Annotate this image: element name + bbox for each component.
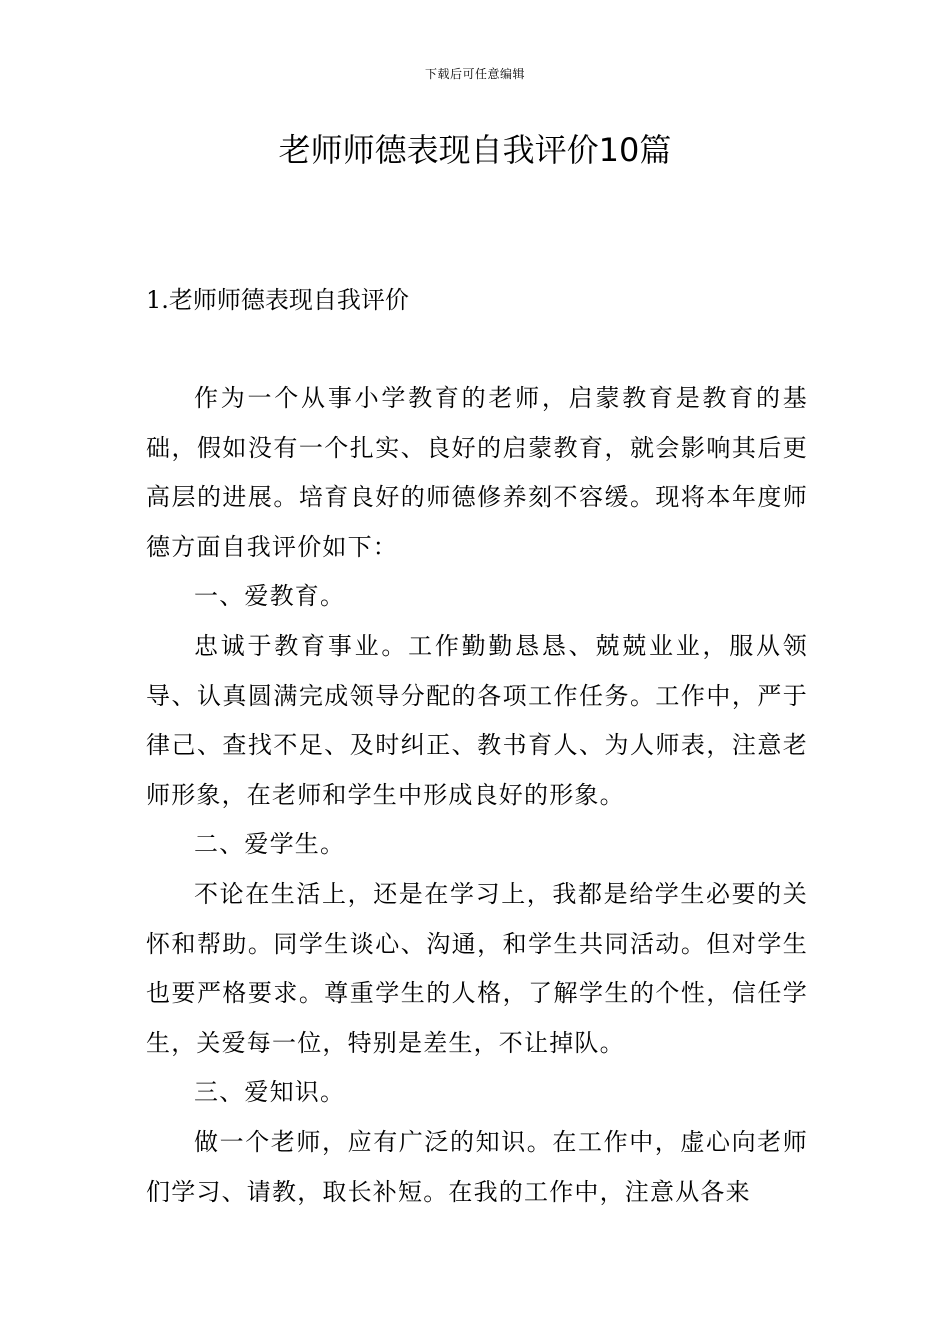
body-text bbox=[146, 374, 808, 1217]
subheading-love-knowledge: 三、爱知识。 bbox=[194, 1078, 346, 1107]
subheading-love-students: 二、爱学生。 bbox=[194, 830, 346, 859]
subheading-love-education: 一、爱教育。 bbox=[194, 582, 346, 611]
document-title: 老师师德表现自我评价10篇 bbox=[278, 131, 672, 169]
paragraph-intro: 作为一个从事小学教育的老师，启蒙教育是教育的基础，假如没有一个扎实、良好的启蒙教育，就会影响其后更高层的进展。培育良好的师德修养刻不容缓。现将本年度师德方面自我评价如下： bbox=[146, 384, 808, 561]
section-heading: 1.老师师德表现自我评价 bbox=[146, 286, 409, 314]
header-note: 下载后可任意编辑 bbox=[424, 67, 525, 81]
paragraph-love-students: 不论在生活上，还是在学习上，我都是给学生必要的关怀和帮助。同学生谈心、沟通，和学生共同活动。但对学生也要严格要求。尊重学生的人格，了解学生的个性，信任学生，关爱每一位，特别是差生，不让掉队。 bbox=[146, 879, 808, 1057]
paragraph-love-education: 忠诚于教育事业。工作勤勤恳恳、兢兢业业，服从领导、认真圆满完成领导分配的各项工作任务。工作中，严于律己、查找不足、及时纠正、教书育人、为人师表，注意老师形象，在老师和学生中形成良好的形象。 bbox=[146, 631, 808, 809]
paragraph-love-knowledge: 做一个老师，应有广泛的知识。在工作中，虚心向老师们学习、请教，取长补短。在我的工作中，注意从各来 bbox=[146, 1127, 808, 1206]
